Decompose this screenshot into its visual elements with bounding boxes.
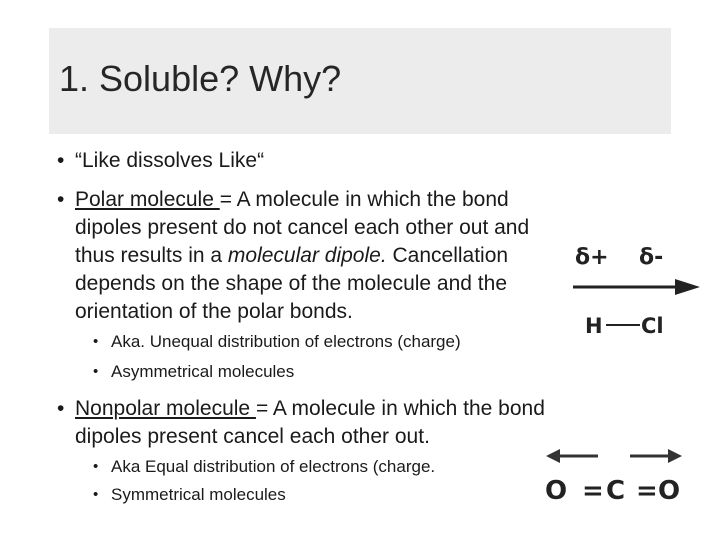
hcl-dipole-diagram <box>565 240 715 345</box>
polar-definition-line-2: dipoles present do not cancel each other out and <box>75 216 530 239</box>
slide-title: 1. Soluble? Why? <box>59 58 342 99</box>
bullet-glyph: • <box>57 397 65 420</box>
co2-nonpolar-diagram <box>540 440 690 510</box>
polar-definition-line-4: depends on the shape of the molecule and the <box>75 272 507 295</box>
nonpolar-molecule-term: Nonpolar molecule <box>75 397 256 420</box>
polar-molecule-term: Polar molecule <box>75 188 220 211</box>
nonpolar-sub-bullet-2: Symmetrical molecules <box>111 485 286 504</box>
title-bar <box>49 28 671 134</box>
double-bond-right: = <box>636 476 658 506</box>
polar-definition-text: thus results in a <box>75 244 228 267</box>
bullet-glyph: • <box>93 458 99 475</box>
hydrogen-atom-label: H <box>585 314 603 338</box>
chlorine-atom-label: Cl <box>641 314 664 338</box>
double-bond-left: = <box>582 476 604 506</box>
nonpolar-definition-line-2: dipoles present cancel each other out. <box>75 425 430 448</box>
polar-definition-text: Cancellation <box>386 244 509 267</box>
nonpolar-definition-line-1 <box>75 398 545 419</box>
polar-definition-line-3 <box>75 245 508 266</box>
bullet-glyph: • <box>93 486 99 503</box>
bullet-glyph: • <box>93 363 99 380</box>
bullet-like-dissolves-like: “Like dissolves Like“ <box>75 149 265 172</box>
oxygen-atom-right: O <box>658 476 681 506</box>
polar-definition-line-5: orientation of the polar bonds. <box>75 300 353 323</box>
oxygen-atom-left: O <box>545 476 568 506</box>
nonpolar-sub-bullet-1: Aka Equal distribution of electrons (charge. <box>111 457 436 476</box>
delta-minus-label: δ- <box>639 245 664 270</box>
polar-sub-bullet-2: Asymmetrical molecules <box>111 362 295 381</box>
bullet-glyph: • <box>57 188 65 211</box>
bullet-glyph: • <box>57 149 65 172</box>
delta-plus-label: δ+ <box>575 245 609 270</box>
polar-definition-line-1 <box>75 189 509 210</box>
nonpolar-definition-text: = A molecule in which the bond <box>255 397 545 420</box>
polar-sub-bullet-1: Aka. Unequal distribution of electrons (charge) <box>111 332 461 351</box>
polar-definition-text: = A molecule in which the bond <box>219 188 509 211</box>
molecular-dipole-term: molecular dipole. <box>227 244 387 267</box>
carbon-atom: C <box>606 476 626 506</box>
bullet-glyph: • <box>93 333 99 350</box>
